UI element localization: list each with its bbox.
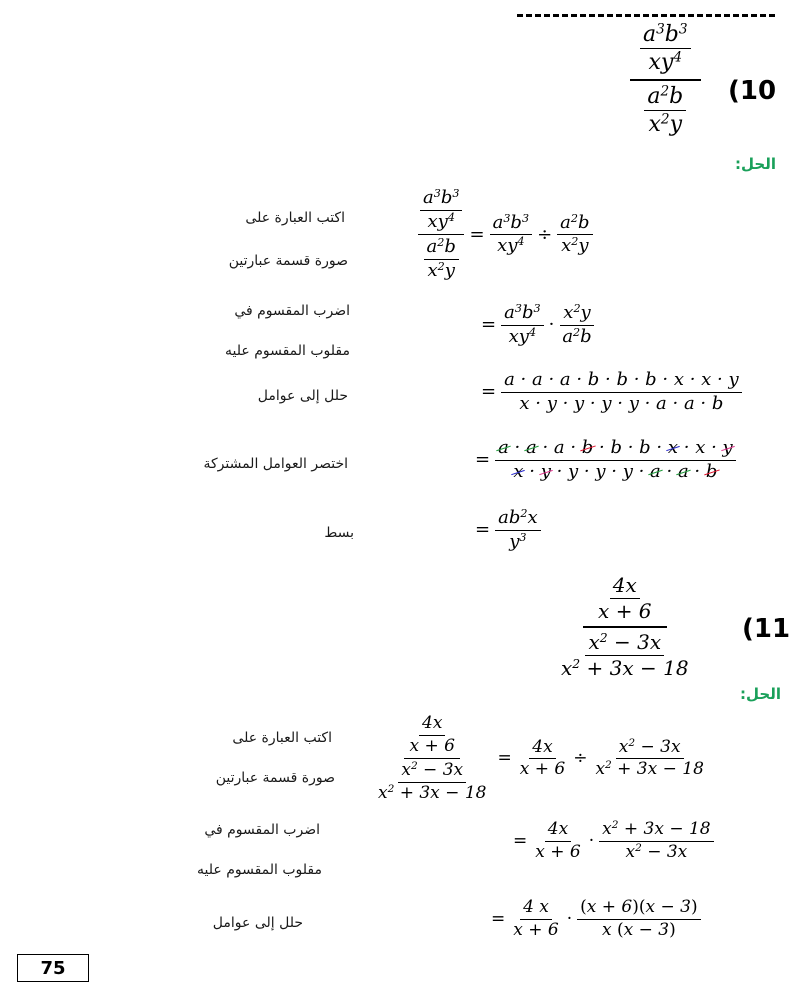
p10-step3-equation: = $\frac{a \cdot a \cdot a \cdot b \cdot b \cdot b \cdot x \cdot x \cdot y}{x \cdot y \cdot y \cdot y \cdot y \cdot a \cdot a \cdot b}$ (476, 370, 742, 414)
problem-11-expression: $\frac{\frac{4x}{x + 6}}{\frac{x^2 - 3x}{x^2 + 3x - 18}}$ (561, 573, 689, 680)
p11-step1-equation: $\frac{\frac{4x}{x + 6}}{\frac{x^2 - 3x}{x^2 + 3x - 18}}$ = $\frac{4x}{x + 6}$ ÷ $\frac{x^2 - 3x}{x^2 + 3x - 18}$ (378, 713, 704, 803)
p11-step3-line1: حلل إلى عوامل (212, 915, 303, 931)
p11-step1-line1: اكتب العبارة على (232, 730, 332, 746)
p11-step2-line2: مقلوب المقسوم عليه (197, 862, 322, 878)
p10-step2-line2: مقلوب المقسوم عليه (225, 343, 350, 359)
page-number: 75 (17, 954, 89, 982)
p10-step1-line2: صورة قسمة عبارتين (228, 253, 348, 269)
p10-step1-line1: اكتب العبارة على (245, 210, 345, 226)
problem-10-expression: $\frac{\frac{a^3b^3}{xy^4}}{\frac{a^2b}{x^2y}}$ (630, 22, 701, 137)
p10-step2-equation: = $\frac{a^3b^3}{xy^4}$ · $\frac{x^2y}{a^2b}$ (476, 303, 595, 347)
top-dashed-line (517, 14, 775, 17)
p11-step2-equation: = $\frac{4x}{x + 6}$ · $\frac{x^2 + 3x - 18}{x^2 - 3x}$ (508, 820, 714, 862)
problem-11-solution-label: الحل: (740, 685, 781, 703)
problem-10-solution-label: الحل: (735, 155, 776, 173)
problem-11-number: (11 (742, 614, 791, 644)
p10-step3-line1: حلل إلى عوامل (257, 388, 348, 404)
p10-step5-line1: بسط (324, 525, 354, 541)
p10-step1-equation: $\frac{\frac{a^3b^3}{xy^4}}{\frac{a^2b}{x^2y}}$ = $\frac{a^3b^3}{xy^4}$ ÷ $\frac{a^2b}{x^2y}$ (418, 188, 593, 282)
p11-step1-line2: صورة قسمة عبارتين (215, 770, 335, 786)
p11-step3-equation: = $\frac{4 x}{x + 6}$ · $\frac{(x + 6)(x - 3)}{x (x - 3)}$ (486, 898, 701, 940)
p11-step2-line1: اضرب المقسوم في (204, 822, 320, 838)
p10-step5-equation: = $\frac{ab^2x}{y^3}$ (470, 508, 541, 552)
problem-10-number: (10 (728, 76, 777, 106)
p10-step2-line1: اضرب المقسوم في (234, 303, 350, 319)
p10-step4-line1: اختصر العوامل المشتركة (203, 456, 348, 472)
p10-step4-equation: = $\frac{a \cdot a \cdot a \cdot b \cdot b \cdot b \cdot x \cdot x \cdot y}{x \cdot y \cdot y \cdot y \cdot y \cdot a \cdot a \cdot b}$ (470, 438, 736, 482)
